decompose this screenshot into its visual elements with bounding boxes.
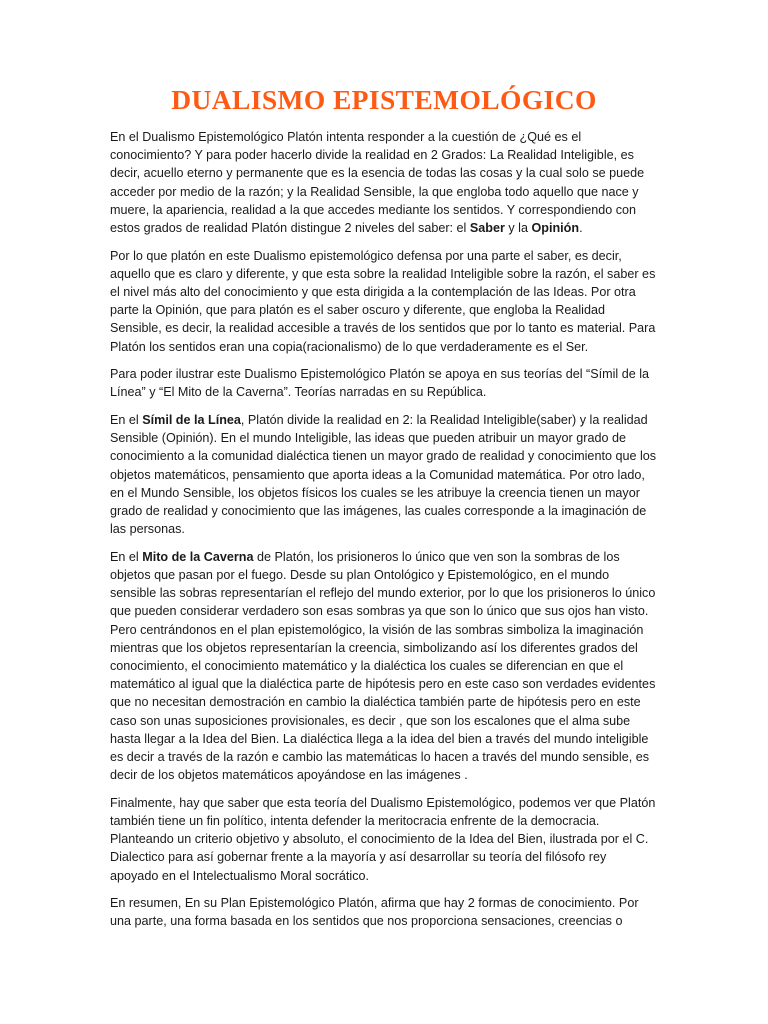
paragraph — [110, 794, 658, 885]
bold-term: Opinión — [531, 221, 580, 236]
paragraph-text: Finalmente, hay que saber que esta teoría del Dualismo Epistemológico, podemos ver que Platón también tiene un fin político, intenta defender la meritocracia enfrente de la democracia. Planteando un criterio objetivo y absoluto, el conocimiento de la Idea del Bien, ilustrada por el C. Dialectico para así gobernar frente a la mayoría y así desarrollar su teoría del filósofo rey apoyado en el Intelectualismo Moral socrático. — [110, 795, 656, 883]
document-body — [110, 128, 658, 931]
paragraph — [110, 411, 658, 538]
paragraph — [110, 128, 658, 237]
paragraph-text: , Platón divide la realidad en 2: la Realidad Inteligible(saber) y la realidad Sensible (Opinión). En el mundo Inteligible, las ideas que pueden atribuir un mayor grado de conocimiento a la comunidad dialéctica tienen un mayor grado de realidad y conocimiento que los objetos matemáticos, pensamiento que aporta ideas a la Comunidad matemática. Por otro lado, en el Mundo Sensible, los objetos físicos los cuales se les atribuye la creencia tienen un mayor grado de realidad y conocimiento que las imágenes, las cuales corresponde a la imaginación de las personas. — [110, 413, 657, 537]
paragraph-text: y la — [504, 221, 532, 236]
paragraph-text: En el — [110, 549, 143, 564]
paragraph — [110, 365, 658, 401]
bold-term: Mito de la Caverna — [142, 549, 254, 564]
document-title: DUALISMO EPISTEMOLÓGICO — [171, 84, 597, 115]
document-page — [110, 82, 658, 940]
paragraph-text: Por lo que platón en este Dualismo epistemológico defensa por una parte el saber, es decir, aquello que es claro y diferente, y que esta sobre la realidad Inteligible sobre la razón, el saber es el nivel más alto del conocimiento y que esta dirigida a la contemplación de las Ideas. Por otra parte la Opinión, que para platón es el saber oscuro y diferente, que engloba la Realidad Sensible, es decir, la realidad accesible a través de los sentidos que por lo tanto es material. Para Platón los sentidos eran una copia(racionalismo) de lo que verdaderamente es el Ser. — [110, 248, 656, 354]
paragraph — [110, 247, 658, 356]
paragraph-text: Para poder ilustrar este Dualismo Epistemológico Platón se apoya en sus teorías del “Símil de la Línea” y “El Mito de la Caverna”. Teorías narradas en su República. — [110, 367, 650, 400]
paragraph-text: En el Dualismo Epistemológico Platón intenta responder a la cuestión de ¿Qué es el conocimiento? Y para poder hacerlo divide la realidad en 2 Grados: La Realidad Inteligible, es decir, acuello eterno y permanente que es la esencia de todas las cosas y la cual solo se puede acceder por medio de la razón; y la Realidad Sensible, la que engloba todo aquello que nace y muere, la apariencia, realidad a la que accedes mediante los sentidos. Y correspondiendo con estos grados de realidad Platón distingue 2 niveles del saber: el — [110, 130, 645, 236]
paragraph-text: En el — [110, 413, 143, 428]
bold-term: Saber — [469, 221, 505, 236]
paragraph-text: . — [579, 221, 583, 236]
bold-term: Símil de la Línea — [142, 413, 241, 428]
paragraph — [110, 548, 658, 785]
paragraph — [110, 894, 658, 930]
paragraph-text: En resumen, En su Plan Epistemológico Platón, afirma que hay 2 formas de conocimiento. Por una parte, una forma basada en los sentidos que nos proporciona sensaciones, creencias o — [110, 896, 639, 929]
paragraph-text: de Platón, los prisioneros lo único que ven son la sombras de los objetos que pasan por el fuego. Desde su plan Ontológico y Epistemológico, en el mundo sensible las sobras representarían el reflejo del mundo exterior, por lo que los prisioneros lo único que pueden considerar verdadero son esas sombras ya que son lo único que sus ojos han visto. Pero centrándonos en el plan epistemológico, la visión de las sombras simboliza la imaginación mientras que los objetos representarían la creencia, simbolizando así los diferentes grados del conocimiento, el conocimiento matemático y la dialéctica los cuales se diferencian en que el matemático al igual que la dialéctica parte de hipótesis pero en este caso son verdades evidentes que no necesitan demostración en cambio la dialéctica también parte de hipótesis pero en este caso son unas suposiciones provisionales, es decir , que son los escalones que el alma sube hasta llegar a la Idea del Bien. La dialéctica llega a la idea del bien a través del mundo inteligible es decir a través de la razón e cambio las matemáticas lo hacen a través del mundo sensible, es decir de los objetos matemáticos apoyándose en las imágenes . — [110, 549, 656, 783]
